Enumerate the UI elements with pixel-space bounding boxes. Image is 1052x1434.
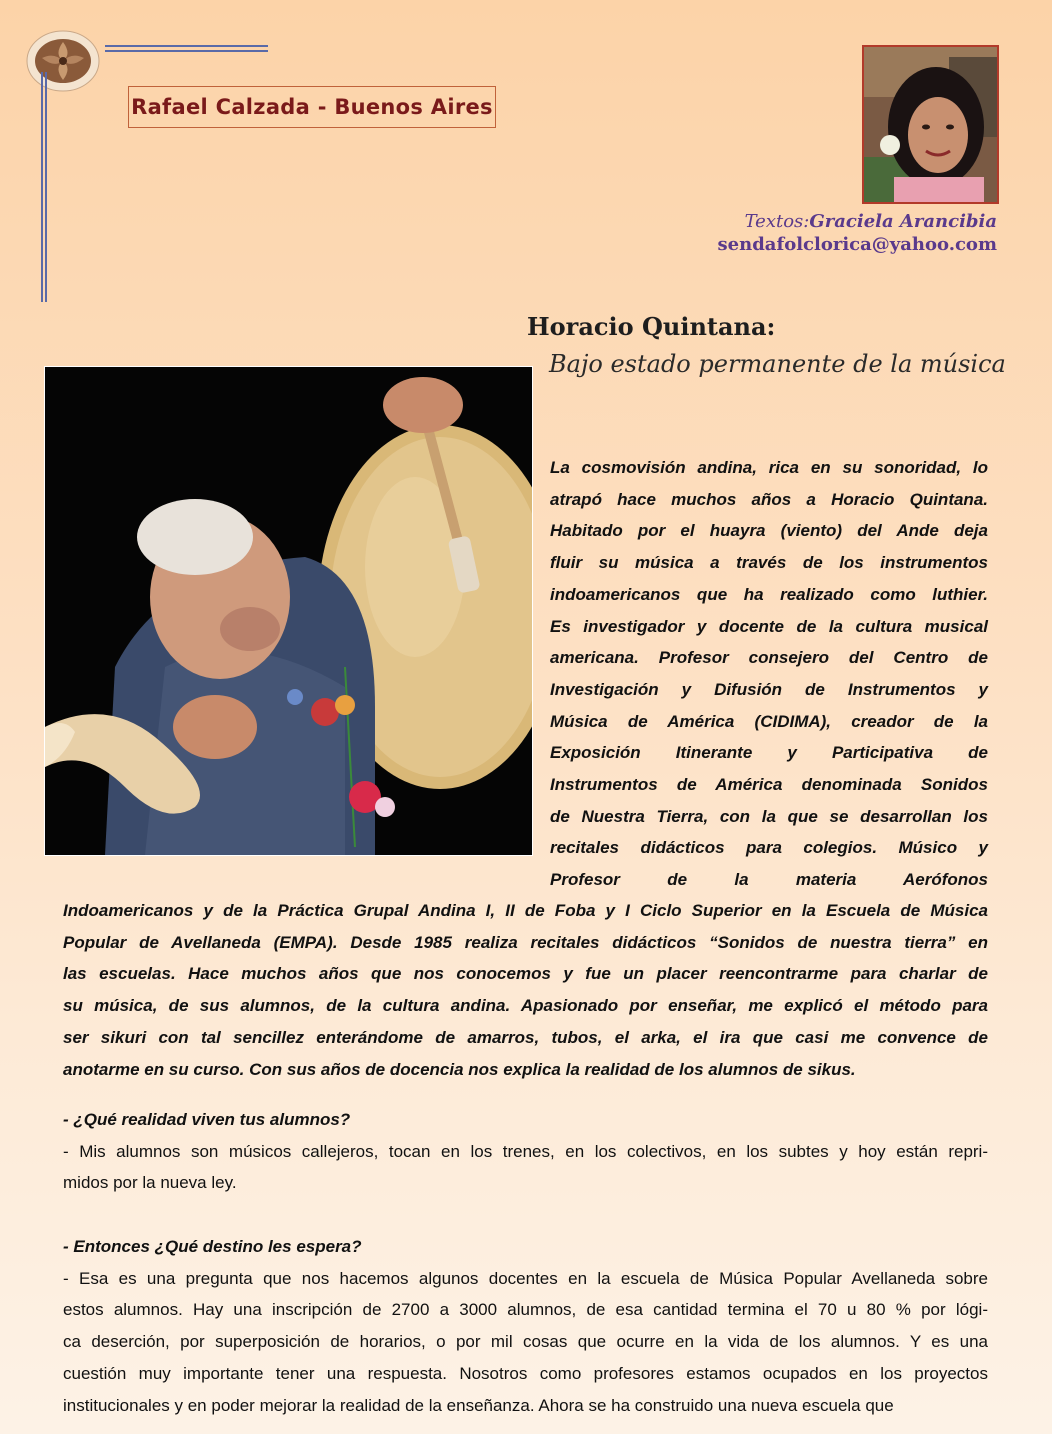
intro-line: Exposición Itinerante y Participativa de — [550, 743, 988, 763]
seed-logo-icon — [26, 30, 100, 92]
answer-line: institucionales y en poder mejorar la realidad de la enseñanza. Ahora se ha construido una nueva escuela que — [63, 1395, 894, 1415]
qa-block-2 — [63, 1231, 988, 1421]
intro-line: americana. Profesor consejero del Centro de — [550, 648, 988, 668]
intro-line: de Nuestra Tierra, con la que se desarrollan los — [550, 806, 988, 826]
intro-line: indoamericanos que ha realizado como luthier. — [550, 584, 988, 604]
intro-line: Investigación y Difusión de Instrumentos y — [550, 679, 988, 699]
intro-line: recitales didácticos para colegios. Músico y — [550, 838, 988, 858]
qa-block-1 — [63, 1104, 988, 1199]
location-label: Rafael Calzada - Buenos Aires — [128, 86, 496, 128]
intro-line: Indoamericanos y de la Práctica Grupal Andina I, II de Foba y I Ciclo Superior en la Escuela de Música — [63, 901, 988, 920]
credit-email: sendafolclorica@yahoo.com — [717, 234, 997, 255]
answer-line: estos alumnos. Hay una inscripción de 2700 a 3000 alumnos, de esa cantidad termina el 70 u 80 % por lógi- — [63, 1300, 988, 1320]
credit-author: Graciela Arancibia — [809, 211, 997, 232]
decorative-line-vertical — [41, 72, 43, 302]
intro-line: su música, de sus alumnos, de la cultura andina. Apasionado por enseñar, me explicó el método para — [63, 996, 988, 1016]
intro-line: fluir su música a través de los instrumentos — [550, 553, 988, 573]
question: - ¿Qué realidad viven tus alumnos? — [63, 1110, 351, 1129]
answer-line: - Mis alumnos son músicos callejeros, tocan en los trenes, en los colectivos, en los subtes y hoy están repri- — [63, 1141, 988, 1161]
intro-line: Música de América (CIDIMA), creador de la — [550, 711, 988, 731]
intro-line: ser sikuri con tal sencillez enterándome de amarros, tubos, el arka, el ira que casi me convence de — [63, 1027, 988, 1047]
intro-line: Profesor de la materia Aerófonos — [550, 870, 988, 890]
article-title: Horacio Quintana: — [527, 312, 776, 341]
intro-line: Es investigador y docente de la cultura musical — [550, 616, 988, 636]
decorative-line-vertical-2 — [45, 72, 47, 302]
credit-prefix: Textos: — [744, 211, 810, 232]
answer-line: - Esa es una pregunta que nos hacemos algunos docentes en la escuela de Música Popular Avellaneda sobre — [63, 1268, 988, 1288]
article-subtitle: Bajo estado permanente de la música — [549, 350, 1006, 378]
intro-line: anotarme en su curso. Con sus años de docencia nos explica la realidad de los alumnos de sikus. — [63, 1059, 856, 1079]
intro-line: Habitado por el huayra (viento) del Ande deja — [550, 521, 988, 541]
author-photo — [862, 45, 999, 204]
intro-line: las escuelas. Hace muchos años que nos conocemos y fue un placer reencontrarme para charlar de — [63, 964, 988, 984]
intro-text-bottom — [63, 895, 988, 1085]
decorative-line-top-2 — [105, 50, 268, 52]
intro-line: Popular de Avellaneda (EMPA). Desde 1985 realiza recitales didácticos “Sonidos de nuestra tierra” en — [63, 932, 988, 952]
decorative-line-top — [105, 45, 268, 47]
question: - Entonces ¿Qué destino les espera? — [63, 1237, 362, 1256]
intro-text-right — [550, 452, 988, 896]
answer-line: midos por la nueva ley. — [63, 1173, 237, 1193]
answer-line: ca deserción, por superposición de horarios, o por mil cosas que ocurre en la vida de los alumnos. Y es una — [63, 1332, 988, 1352]
intro-line: Instrumentos de América denominada Sonidos — [550, 775, 988, 795]
main-photo — [45, 367, 532, 855]
answer-line: cuestión muy importante tener una respuesta. Nosotros como profesores estamos ocupados en los proyectos — [63, 1363, 988, 1383]
author-credit — [718, 211, 997, 255]
intro-line: atrapó hace muchos años a Horacio Quintana. — [550, 489, 988, 509]
intro-line: La cosmovisión andina, rica en su sonoridad, lo — [550, 458, 988, 477]
